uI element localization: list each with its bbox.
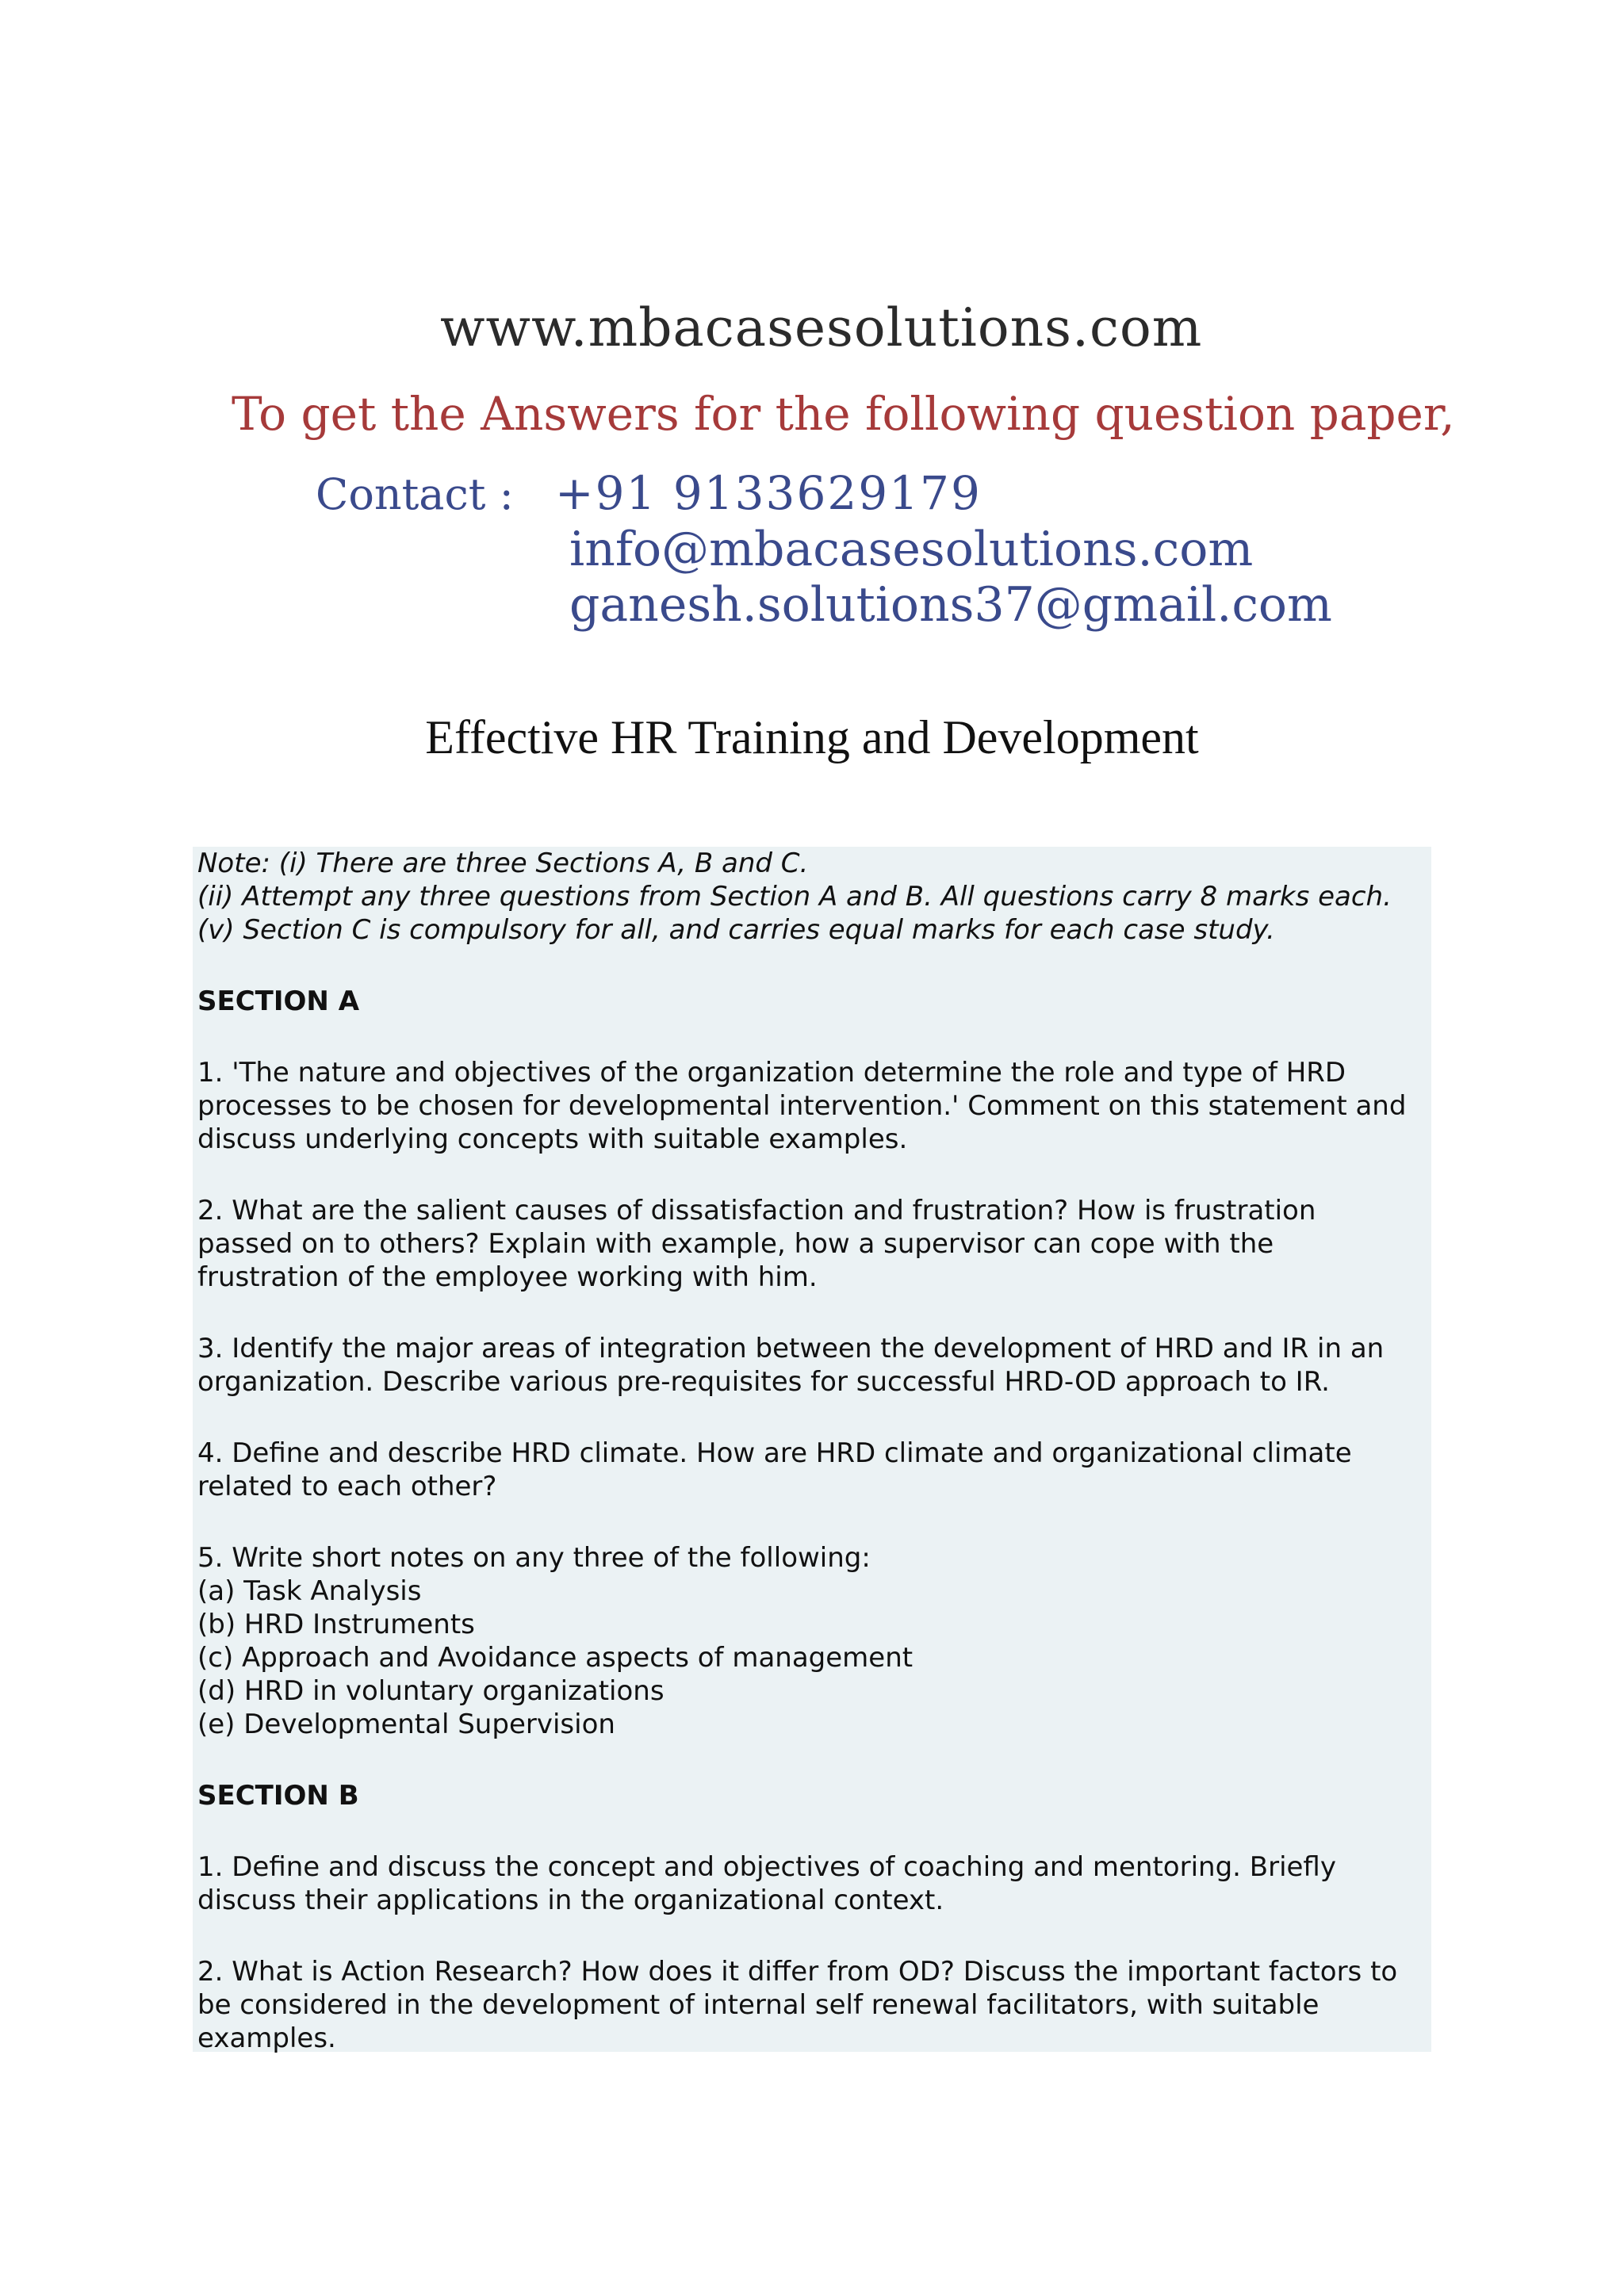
question-b2 bbox=[197, 1955, 1427, 2055]
question-a4 bbox=[197, 1437, 1427, 1503]
list-item: (a) Task Analysis bbox=[197, 1575, 422, 1607]
section-b bbox=[197, 1779, 1427, 1812]
note-line: (ii) Attempt any three questions from Section A and B. All questions carry 8 marks each. bbox=[197, 881, 1392, 913]
question-line: discuss their applications in the organizational context. bbox=[197, 1885, 944, 1916]
question-line: 4. Define and describe HRD climate. How are HRD climate and organizational climate bbox=[197, 1437, 1352, 1469]
question-a1 bbox=[197, 1056, 1427, 1156]
question-line: processes to be chosen for developmental intervention.' Comment on this statement and bbox=[197, 1090, 1407, 1122]
question-line: be considered in the development of internal self renewal facilitators, with suitable bbox=[197, 1989, 1320, 2021]
question-line: 2. What is Action Research? How does it differ from OD? Discuss the important factors to bbox=[197, 1956, 1398, 1988]
question-line: examples. bbox=[197, 2022, 336, 2054]
question-b1 bbox=[197, 1850, 1427, 1917]
section-heading: SECTION A bbox=[197, 985, 360, 1017]
banner-contact-label: Contact : bbox=[316, 469, 514, 519]
banner-promo-text: To get the Answers for the following question paper, bbox=[232, 387, 1455, 441]
list-item: (c) Approach and Avoidance aspects of management bbox=[197, 1642, 914, 1674]
question-paper-content bbox=[193, 847, 1431, 2052]
section-heading: SECTION B bbox=[197, 1780, 359, 1812]
question-line: 1. Define and discuss the concept and objectives of coaching and mentoring. Briefly bbox=[197, 1851, 1336, 1883]
question-line: organization. Describe various pre-requisites for successful HRD-OD approach to IR. bbox=[197, 1366, 1330, 1398]
instructions-note bbox=[197, 847, 1427, 947]
question-line: 3. Identify the major areas of integration between the development of HRD and IR in an bbox=[197, 1333, 1385, 1364]
question-a5 bbox=[197, 1541, 1427, 1741]
question-line: discuss underlying concepts with suitable examples. bbox=[197, 1123, 908, 1155]
question-line: passed on to others? Explain with example, how a supervisor can cope with the bbox=[197, 1228, 1274, 1260]
question-line: 1. 'The nature and objectives of the organization determine the role and type of HRD bbox=[197, 1057, 1346, 1089]
list-item: (b) HRD Instruments bbox=[197, 1609, 475, 1640]
list-item: (e) Developmental Supervision bbox=[197, 1709, 615, 1740]
banner-email-ganesh: ganesh.solutions37@gmail.com bbox=[569, 577, 1332, 633]
note-line: (v) Section C is compulsory for all, and carries equal marks for each case study. bbox=[197, 914, 1275, 946]
page-title: Effective HR Training and Development bbox=[425, 711, 1199, 763]
question-line: related to each other? bbox=[197, 1471, 497, 1502]
banner-phone: +91 9133629179 bbox=[555, 466, 982, 520]
question-a3 bbox=[197, 1332, 1427, 1399]
question-line: frustration of the employee working with him. bbox=[197, 1261, 818, 1293]
contact-banner bbox=[222, 270, 1475, 682]
question-line: 5. Write short notes on any three of the following: bbox=[197, 1542, 871, 1574]
section-a bbox=[197, 985, 1427, 1018]
question-a2 bbox=[197, 1194, 1427, 1294]
question-line: 2. What are the salient causes of dissatisfaction and frustration? How is frustration bbox=[197, 1195, 1316, 1226]
banner-website: www.mbacasesolutions.com bbox=[440, 297, 1203, 358]
banner-email-info: info@mbacasesolutions.com bbox=[569, 522, 1254, 577]
list-item: (d) HRD in voluntary organizations bbox=[197, 1675, 665, 1707]
note-line: Note: (i) There are three Sections A, B and C. bbox=[197, 848, 809, 879]
